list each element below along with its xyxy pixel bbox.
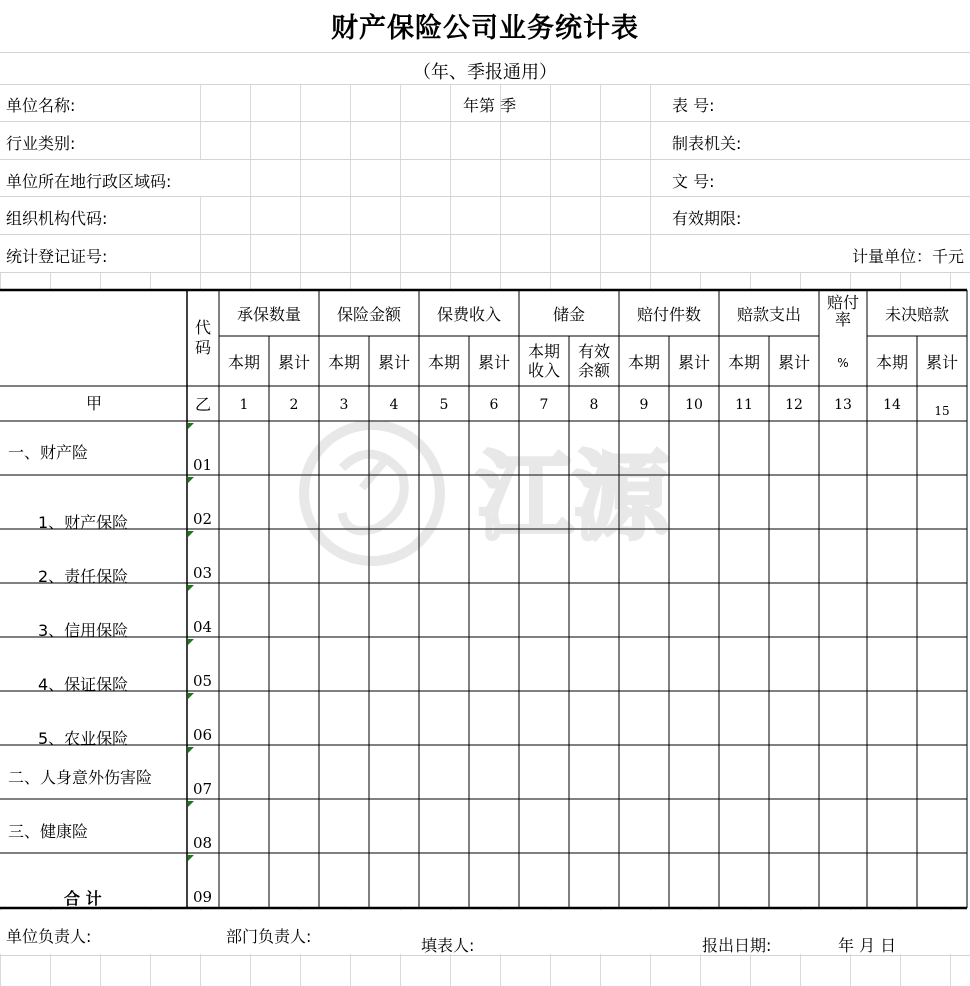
sub-header-13: % — [837, 356, 849, 370]
sub-header-10: 累计 — [677, 353, 710, 372]
sub-header-14: 本期 — [875, 353, 908, 372]
row-code: 05 — [193, 672, 213, 690]
sub-header-7: 本期收入 — [527, 342, 560, 380]
sub-header-12: 累计 — [777, 353, 810, 372]
col-number: 2 — [289, 397, 299, 413]
col-number: 11 — [735, 397, 753, 413]
col-number: 10 — [685, 397, 703, 413]
row-label: 2、责任保险 — [38, 567, 129, 586]
row-code: 06 — [193, 726, 213, 744]
row-code: 03 — [193, 564, 213, 582]
group-header-pending-claims: 未决赔款 — [884, 305, 949, 324]
sub-header-4: 累计 — [377, 353, 410, 372]
row-code: 04 — [193, 618, 213, 636]
col-number: 7 — [539, 397, 549, 413]
filler-label: 填表人: — [421, 936, 475, 955]
unit-name-label: 单位名称: — [6, 96, 76, 115]
cell-marker-icon — [188, 639, 194, 645]
row-code: 08 — [193, 834, 213, 852]
col-number: 1 — [239, 397, 249, 413]
total-row-label: 合 计 — [64, 889, 102, 908]
row-label: 5、农业保险 — [38, 729, 129, 748]
org-code-label: 组织机构代码: — [6, 209, 108, 228]
stat-reg-no-label: 统计登记证号: — [6, 247, 108, 266]
group-header-claims-count: 赔付件数 — [636, 305, 701, 324]
cell-marker-icon — [188, 423, 194, 429]
group-header-premium-income: 保费收入 — [436, 305, 501, 324]
code-header: 代码 — [194, 318, 211, 357]
col-number: 12 — [785, 397, 803, 413]
row-label: 4、保证保险 — [38, 675, 129, 694]
col-number: 5 — [439, 397, 449, 413]
page-subtitle: （年、季报通用） — [413, 62, 557, 83]
row-code: 09 — [193, 888, 213, 906]
valid-period-label: 有效期限: — [672, 209, 742, 228]
group-header-claims-paid: 赔款支出 — [736, 305, 801, 324]
group-header-payout-ratio: 赔付率 — [826, 293, 859, 329]
col-number: 4 — [389, 397, 399, 413]
watermark-text: 江源 — [477, 441, 669, 553]
watermark-logo-icon — [292, 418, 692, 568]
report-date-parts: 年 月 日 — [838, 936, 897, 955]
index-code: 乙 — [194, 395, 211, 414]
industry-label: 行业类别: — [6, 134, 76, 153]
sub-header-6: 累计 — [477, 353, 510, 372]
row-code: 07 — [193, 780, 213, 798]
cell-marker-icon — [188, 693, 194, 699]
row-label: 一、财产险 — [8, 443, 89, 462]
sub-header-2: 累计 — [277, 353, 310, 372]
sub-header-5: 本期 — [427, 353, 460, 372]
sub-header-11: 本期 — [727, 353, 760, 372]
region-code-label: 单位所在地行政区域码: — [6, 172, 172, 191]
col-number: 3 — [339, 397, 349, 413]
row-label: 3、信用保险 — [38, 621, 129, 640]
group-header-underwriting-count: 承保数量 — [236, 305, 301, 324]
cell-marker-icon — [188, 585, 194, 591]
sub-header-3: 本期 — [327, 353, 360, 372]
unit-head-label: 单位负责人: — [6, 927, 92, 946]
row-label: 1、财产保险 — [38, 513, 129, 532]
measure-unit-label: 计量单位：千元 — [851, 247, 964, 266]
cell-marker-icon — [188, 747, 194, 753]
table-no-label: 表 号: — [672, 96, 715, 115]
sub-header-8: 有效余额 — [577, 342, 610, 380]
row-label: 三、健康险 — [8, 822, 89, 841]
group-header-insured-amount: 保险金额 — [336, 305, 401, 324]
year-quarter-label: 年第 季 — [463, 96, 517, 115]
issuer-label: 制表机关: — [672, 134, 742, 153]
row-code: 02 — [193, 510, 213, 528]
row-code: 01 — [193, 456, 213, 474]
col-number: 15 — [934, 404, 950, 418]
sub-header-9: 本期 — [627, 353, 660, 372]
page-title: 财产保险公司业务统计表 — [331, 13, 639, 44]
col-number: 14 — [883, 397, 901, 413]
cell-marker-icon — [188, 855, 194, 861]
report-date-label: 报出日期: — [702, 936, 772, 955]
row-label: 二、人身意外伤害险 — [8, 768, 153, 787]
doc-no-label: 文 号: — [672, 172, 715, 191]
index-label: 甲 — [85, 394, 102, 413]
cell-marker-icon — [188, 801, 194, 807]
col-number: 13 — [834, 397, 852, 413]
group-header-deposit: 储金 — [552, 305, 585, 324]
cell-marker-icon — [188, 477, 194, 483]
col-number: 6 — [489, 397, 499, 413]
sub-header-15: 累计 — [925, 353, 958, 372]
dept-head-label: 部门负责人: — [226, 927, 312, 946]
cell-marker-icon — [188, 531, 194, 537]
col-number: 9 — [639, 397, 649, 413]
col-number: 8 — [589, 397, 599, 413]
sub-header-1: 本期 — [227, 353, 260, 372]
